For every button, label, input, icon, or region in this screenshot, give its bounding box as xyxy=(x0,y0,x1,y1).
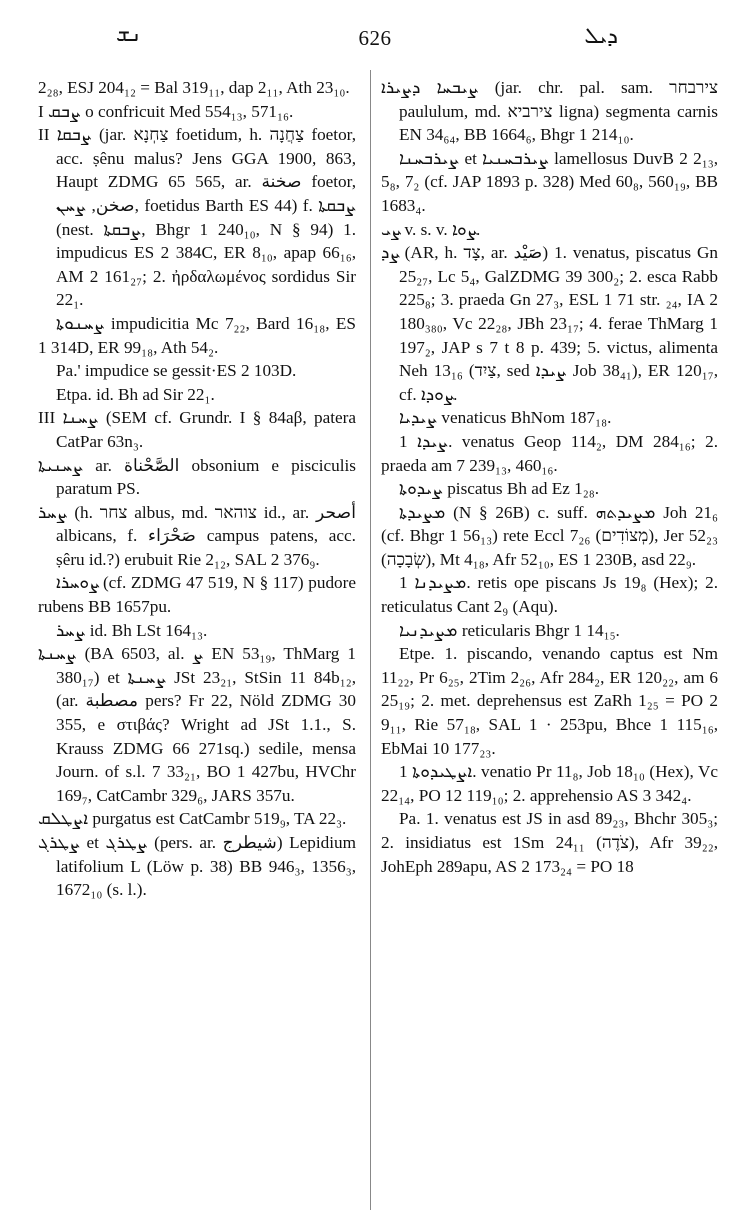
dictionary-entry: I ܨܒܩ o confricuit Med 554₁₃, 571₁₆. xyxy=(38,101,294,121)
dictionary-entry: ܡܨܝܕܢܝܐ reticularis Bhgr 1 14₁₅. xyxy=(399,620,620,640)
dictionary-entry: ܨܛܪܓ et ܨܛܪܓ (pers. ar. شیطرج) Lepidium latifolium L (Löw p. 38) BB 946₃, 1356₃, 1672₁₀ (s. l.). xyxy=(38,833,356,900)
column-divider xyxy=(370,70,371,1210)
dictionary-entry: ܨܝܪܒܚܢܐ et ܨܝܪܒܚܢܝܐ lamellosus DuvB 2 2₁₃, 5₈, 7₂ (cf. JAP 1893 p. 328) Med 60₈, 560₁₉, BB 1683₄. xyxy=(381,148,718,215)
dictionary-entry: ܐܨܛܠܩ purgatus est CatCambr 519₉, TA 22₃. xyxy=(38,809,347,829)
header-left-catchword: ܢܫ xyxy=(116,22,142,47)
right-column xyxy=(381,76,718,878)
dictionary-entry: III ܨܚܢܐ (SEM cf. Grundr. I § 84aβ, patera CatPar 63n₃. xyxy=(38,408,356,451)
dictionary-entry: ܨܝ v. s. v. ܨܘܐ. xyxy=(381,219,481,239)
dictionary-entry: ܡܨܝܕܢܐ 1. retis ope piscans Js 19₈ (Hex); 2. reticulatus Cant 2₉ (Aqu). xyxy=(381,573,718,617)
dictionary-entry: Pa. 1. venatus est JS in asd 89₂₃, Bhchr 305₃; 2. insidiatus est 1Sm 24₁₁ (צֹדֶה), Afr 39₂₂, JohEph 289apu, AS 2 173₂₄ = PO 18 xyxy=(381,809,718,876)
dictionary-entry: ܨܝܕܘܬܐ piscatus Bh ad Ez 1₂₈. xyxy=(399,479,600,499)
dictionary-entry: ܨܚܢܬܐ (BA 6503, al. ܨ EN 53₁₉, ThMarg 1 380₁₇) et ܨܚܢܬܐ JSt 23₂₁, StSin 11 84b₁₂, (ar. مصطبة pers? Fr 22, Nöld ZDMG 30 355, e στιβάς? Wright ad JSt 1.1., S. Krauss ZDMG 66 271sq.) sedile, mensa Journ. of s.l. 7 33₂₁, BO 1 427bu, HVChr 169₇, CatCambr 329₆, JARS 357u. xyxy=(38,644,356,805)
dictionary-entry: 2₂₈, ESJ 204₁₂ = Bal 319₁₁, dap 2₁₁, Ath 23₁₀. xyxy=(38,78,350,97)
dictionary-entry: Pa.' impudice se gessit·ES 2 103D. xyxy=(56,361,297,381)
left-column xyxy=(38,76,356,902)
dictionary-entry: ܐܨܛܝܕܘܬܐ 1. venatio Pr 11₈, Job 18₁₀ (Hex), Vc 22₁₄, PO 12 119₁₀; 2. apprehensio AS 3 342₄. xyxy=(381,762,718,805)
dictionary-entry: ܡܨܝܕܬܐ (N § 26B) c. suff. ܡܨܝܕܬܗ Joh 21₆ (cf. Bhgr 1 56₁₃) rete Eccl 7₂₆ (מְצוֹדִים), Jer 52₂₃ (שְׂבָכָה), Mt 4₁₈, Afr 52₁₀, ES 1 230B, asd 22₉. xyxy=(381,502,719,569)
page-number: 626 xyxy=(358,26,392,50)
dictionary-entry: ܨܘܚܪܐ (cf. ZDMG 47 519, N § 117) pudore rubens BB 1657pu. xyxy=(38,573,356,617)
dictionary-entry: Etpa. id. Bh ad Sir 22₁. xyxy=(56,384,215,404)
page-header xyxy=(28,14,722,54)
dictionary-entry: Etpe. 1. piscando, venando captus est Nm 11₂₂, Pr 6₂₅, 2Tim 2₂₆, Afr 284₂, ER 120₂₂, am 6 25₁₉; 2. met. deprehensus est ZaRh 1₂₅ = PO 2 9₁₁, Rie 57₁₈, SAL 1 · 253pu, Bhce 1 115₁₆, EbMai 10 177₂₃. xyxy=(381,644,718,758)
dictionary-entry: ܨܝܕܐ 1. venatus Geop 114₂, DM 284₁₆; 2. praeda am 7 239₁₃, 460₁₆. xyxy=(381,431,718,475)
dictionary-entry: ܨܝܕܝܐ venaticus BhNom 187₁₈. xyxy=(399,408,612,428)
dictionary-entry: ܨܚܪ id. Bh LSt 164₁₃. xyxy=(56,620,208,640)
dictionary-entry: II ܨܒܩܐ (jar. צַחְנָא foetidum, h. צַחֲנָה foetor, acc. ṣênu malus? Jens GGA 1900, 863, Haupt ZDMG 65 565, ar. صخنة foetor, صخن, ܨܚܢ, foetidus Barth ES 44) f. ܨܒܩܬܐ (nest. ܨܒܩܬܐ, Bhgr 1 240₁₀, N § 94) 1. impudicus ES 2 384C, ER 8₁₀, apap 66₁₆, AM 2 161₂₇; 2. ἠρδαλωμένος sordidus Sir 22₁. xyxy=(38,125,356,310)
dictionary-entry: ܨܚܪ (h. צחר albus, md. צוהאר id., ar. أصحر albicans, f. صَحْرَاء campus patens, acc. ṣêru id.?) erubuit Rie 2₁₂, SAL 2 376₉. xyxy=(38,502,356,569)
dictionary-entry: ܨܕ (AR, h. צָד, ar. صَيْد) 1. venatus, piscatus Gn 25₂₇, Lc 5₄, GalZDMG 39 300₂; 2. esca Rabb 225₈; 3. praeda Gn 27₃, ESL 1 71 str. ₂₄, IA 2 180₃₈₀, Vc 22₂₈, JBh 23₁₇; 4. ferae ThMarg 1 197₂, JAP s 7 t 8 p. 439; 5. victus, alimenta Neh 13₁₆ (צַיִד, sed ܨܝܕܐ Job 38₄₁), ER 120₁₇, cf. ܨܘܕܐ. xyxy=(381,243,719,404)
dictionary-entry: ܨܝܒܚܐ ܕܨܝܪܐ (jar. chr. pal. sam. צירבחר paululum, md. צירביא ligna) segmenta carnis EN 34₆₄, BB 1664₆, Bhgr 1 214₁₀. xyxy=(381,78,718,145)
header-right-catchword: ܕܝܠ xyxy=(584,24,618,49)
dictionary-entry: ܨܚܢܘܬܐ impudicitia Mc 7₂₂, Bard 16₁₈, ES 1 314D, ER 99₁₈, Ath 54₂. xyxy=(38,313,356,357)
dictionary-entry: ܨܚܢܝܬܐ ar. الصَّحْناة obsonium e pisciculis paratum PS. xyxy=(38,455,356,499)
